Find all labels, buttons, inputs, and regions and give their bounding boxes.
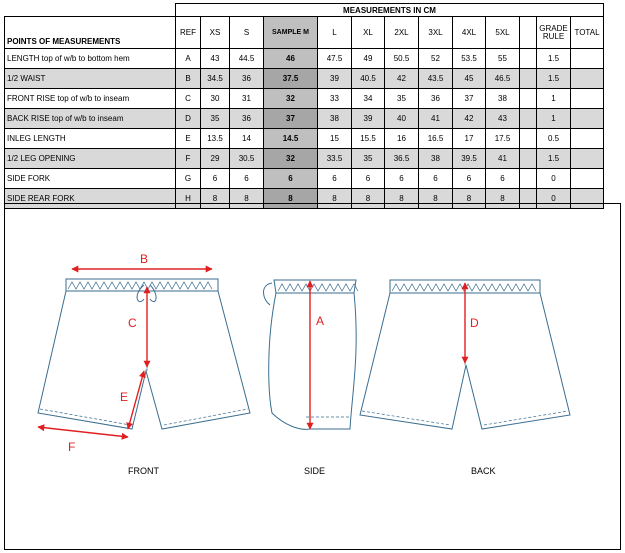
grade-rule-cell: 0.5 — [537, 129, 571, 149]
size-value-cell: 33 — [318, 89, 352, 109]
size-value-cell: 36 — [230, 69, 264, 89]
size-value-cell: 8 — [201, 189, 230, 209]
size-value-cell: 6 — [264, 169, 318, 189]
marker-d: D — [470, 316, 479, 330]
size-value-cell: 40.5 — [352, 69, 385, 89]
marker-b: B — [140, 252, 149, 266]
spacer-cell — [520, 89, 537, 109]
size-value-cell: 36.5 — [385, 149, 419, 169]
size-value-cell: 6 — [352, 169, 385, 189]
grade-rule-cell: 1 — [537, 109, 571, 129]
size-value-cell: 46.5 — [486, 69, 520, 89]
measurements-group-header: MEASUREMENTS IN CM — [176, 4, 604, 17]
size-value-cell: 14 — [230, 129, 264, 149]
size-value-cell: 6 — [385, 169, 419, 189]
table-row — [5, 149, 604, 169]
size-value-cell: 32 — [264, 149, 318, 169]
size-value-cell: 30 — [201, 89, 230, 109]
size-header-s: S — [230, 17, 264, 49]
total-cell — [571, 89, 604, 109]
size-value-cell: 42 — [385, 69, 419, 89]
side-view-label: SIDE — [304, 466, 326, 476]
size-value-cell: 37.5 — [264, 69, 318, 89]
table-row — [5, 129, 604, 149]
grade-rule-cell: 1.5 — [537, 149, 571, 169]
size-header-sample-m: SAMPLE M — [264, 17, 318, 49]
back-view-label: BACK — [471, 466, 496, 476]
size-value-cell: 16.5 — [419, 129, 453, 149]
spacer-cell — [520, 109, 537, 129]
size-value-cell: 29 — [201, 149, 230, 169]
size-value-cell: 36 — [419, 89, 453, 109]
size-value-cell: 6 — [318, 169, 352, 189]
ref-cell: D — [176, 109, 201, 129]
table-row — [5, 109, 604, 129]
measurement-arrows — [38, 269, 465, 437]
size-value-cell: 55 — [486, 49, 520, 69]
size-value-cell: 35 — [352, 149, 385, 169]
total-cell — [571, 149, 604, 169]
size-value-cell: 41 — [419, 109, 453, 129]
pom-cell: 1/2 WAIST — [5, 69, 176, 89]
ref-cell: H — [176, 189, 201, 209]
size-value-cell: 50.5 — [385, 49, 419, 69]
grade-rule-header: GRADE RULE — [537, 17, 571, 49]
size-value-cell: 8 — [385, 189, 419, 209]
measurement-table — [4, 3, 604, 209]
total-header: TOTAL — [571, 17, 604, 49]
size-value-cell: 45 — [453, 69, 486, 89]
size-value-cell: 39 — [352, 109, 385, 129]
size-header-5xl: 5XL — [486, 17, 520, 49]
marker-f: F — [68, 440, 76, 454]
ref-cell: C — [176, 89, 201, 109]
size-value-cell: 39.5 — [453, 149, 486, 169]
arrow-f — [38, 427, 128, 437]
size-value-cell: 37 — [264, 109, 318, 129]
table-row — [5, 169, 604, 189]
size-header-l: L — [318, 17, 352, 49]
pom-cell: SIDE REAR FORK — [5, 189, 176, 209]
arrow-e — [128, 371, 144, 429]
size-value-cell: 30.5 — [230, 149, 264, 169]
size-header-2xl: 2XL — [385, 17, 419, 49]
grade-rule-cell: 1.5 — [537, 49, 571, 69]
spacer-cell — [520, 49, 537, 69]
size-value-cell: 49 — [352, 49, 385, 69]
size-value-cell: 40 — [385, 109, 419, 129]
size-value-cell: 17.5 — [486, 129, 520, 149]
size-value-cell: 43.5 — [419, 69, 453, 89]
size-value-cell: 37 — [453, 89, 486, 109]
size-value-cell: 44.5 — [230, 49, 264, 69]
total-cell — [571, 129, 604, 149]
size-value-cell: 36 — [230, 109, 264, 129]
size-value-cell: 8 — [453, 189, 486, 209]
size-value-cell: 34.5 — [201, 69, 230, 89]
grade-rule-cell: 1.5 — [537, 69, 571, 89]
size-header-4xl: 4XL — [453, 17, 486, 49]
size-value-cell: 46 — [264, 49, 318, 69]
size-value-cell: 8 — [419, 189, 453, 209]
table-row — [5, 49, 604, 69]
ref-cell: E — [176, 129, 201, 149]
size-value-cell: 8 — [318, 189, 352, 209]
pom-cell: LENGTH top of w/b to bottom hem — [5, 49, 176, 69]
table-row — [5, 89, 604, 109]
spacer-cell — [520, 17, 537, 49]
spacer-cell — [520, 169, 537, 189]
size-header-xl: XL — [352, 17, 385, 49]
total-cell — [571, 109, 604, 129]
ref-cell: G — [176, 169, 201, 189]
pom-cell: FRONT RISE top of w/b to inseam — [5, 89, 176, 109]
size-value-cell: 14.5 — [264, 129, 318, 149]
size-value-cell: 17 — [453, 129, 486, 149]
grade-rule-cell: 1 — [537, 89, 571, 109]
size-value-cell: 35 — [385, 89, 419, 109]
size-value-cell: 6 — [201, 169, 230, 189]
pom-cell: INLEG LENGTH — [5, 129, 176, 149]
total-cell — [571, 169, 604, 189]
total-cell — [571, 49, 604, 69]
size-value-cell: 8 — [486, 189, 520, 209]
ref-cell: F — [176, 149, 201, 169]
ref-cell: A — [176, 49, 201, 69]
grade-rule-cell: 0 — [537, 189, 571, 209]
ref-cell: B — [176, 69, 201, 89]
size-value-cell: 15.5 — [352, 129, 385, 149]
size-value-cell: 8 — [230, 189, 264, 209]
size-value-cell: 39 — [318, 69, 352, 89]
total-cell — [571, 69, 604, 89]
size-value-cell: 38 — [419, 149, 453, 169]
size-value-cell: 43 — [486, 109, 520, 129]
spacer-cell — [520, 149, 537, 169]
garment-diagram — [4, 203, 621, 550]
size-value-cell: 53.5 — [453, 49, 486, 69]
size-value-cell: 6 — [419, 169, 453, 189]
size-value-cell: 38 — [318, 109, 352, 129]
ref-column-header: REF — [176, 17, 201, 49]
pom-column-header: POINTS OF MEASUREMENTS — [5, 17, 176, 49]
size-value-cell: 41 — [486, 149, 520, 169]
front-view-label: FRONT — [128, 466, 159, 476]
size-value-cell: 8 — [352, 189, 385, 209]
size-value-cell: 35 — [201, 109, 230, 129]
size-value-cell: 32 — [264, 89, 318, 109]
size-value-cell: 33.5 — [318, 149, 352, 169]
size-value-cell: 8 — [264, 189, 318, 209]
front-shorts — [38, 279, 250, 429]
size-header-3xl: 3XL — [419, 17, 453, 49]
size-value-cell: 43 — [201, 49, 230, 69]
size-value-cell: 6 — [486, 169, 520, 189]
grade-rule-cell: 0 — [537, 169, 571, 189]
pom-cell: SIDE FORK — [5, 169, 176, 189]
side-shorts — [264, 280, 359, 429]
marker-a: A — [316, 314, 325, 328]
size-value-cell: 31 — [230, 89, 264, 109]
size-value-cell: 6 — [230, 169, 264, 189]
spacer-cell — [520, 69, 537, 89]
size-value-cell: 38 — [486, 89, 520, 109]
size-value-cell: 42 — [453, 109, 486, 129]
size-value-cell: 6 — [453, 169, 486, 189]
size-value-cell: 16 — [385, 129, 419, 149]
size-value-cell: 13.5 — [201, 129, 230, 149]
spacer-cell — [520, 129, 537, 149]
size-value-cell: 15 — [318, 129, 352, 149]
size-value-cell: 52 — [419, 49, 453, 69]
marker-c: C — [128, 316, 137, 330]
size-value-cell: 47.5 — [318, 49, 352, 69]
pom-cell: BACK RISE top of w/b to inseam — [5, 109, 176, 129]
table-row — [5, 69, 604, 89]
size-value-cell: 34 — [352, 89, 385, 109]
marker-e: E — [120, 390, 129, 404]
size-header-xs: XS — [201, 17, 230, 49]
pom-cell: 1/2 LEG OPENING — [5, 149, 176, 169]
